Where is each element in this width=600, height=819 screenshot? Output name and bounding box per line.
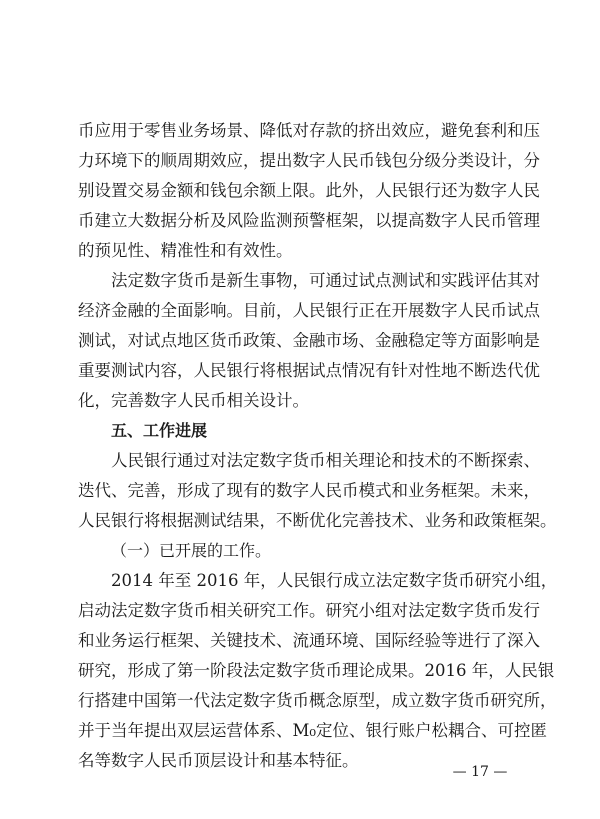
- body-text-line: 和业务运行框架、关键技术、流通环境、国际经验等进行了深入: [78, 631, 540, 650]
- body-text-line: 行搭建中国第一代法定数字货币概念原型，成立数字货币研究所，: [78, 691, 557, 710]
- body-text-line: 迭代、完善，形成了现有的数字人民币模式和业务框架。未来，: [78, 481, 540, 500]
- section-heading: 五、工作进展: [111, 421, 208, 440]
- subsection-heading: （一）已开展的工作。: [111, 541, 272, 560]
- page-number: — 17 —: [452, 764, 508, 780]
- body-text-line: 研究，形成了第一阶段法定数字货币理论成果。2016 年，人民银: [78, 661, 555, 680]
- body-text-line: 经济金融的全面影响。目前，人民银行正在开展数字人民币试点: [78, 301, 540, 320]
- body-text-line: 2014 年至 2016 年，人民银行成立法定数字货币研究小组，: [111, 571, 558, 590]
- body-text-line: 启动法定数字货币相关研究工作。研究小组对法定数字货币发行: [78, 601, 540, 620]
- body-text-line: 的预见性、精准性和有效性。: [78, 241, 293, 260]
- body-text-line: 重要测试内容，人民银行将根据试点情况有针对性地不断迭代优: [78, 361, 540, 380]
- body-text-line: 测试，对试点地区货币政策、金融市场、金融稳定等方面影响是: [78, 331, 540, 350]
- body-text-line: 人民银行将根据测试结果，不断优化完善技术、业务和政策框架。: [78, 511, 557, 530]
- body-text-line: 币建立大数据分析及风险监测预警框架，以提高数字人民币管理: [78, 211, 540, 230]
- body-text-line: 人民银行通过对法定数字货币相关理论和技术的不断探索、: [111, 451, 540, 470]
- body-text-line: 币应用于零售业务场景、降低对存款的挤出效应，避免套利和压: [78, 121, 540, 140]
- body-text-line: 化，完善数字人民币相关设计。: [78, 391, 309, 410]
- body-text-line: 名等数字人民币顶层设计和基本特征。: [78, 751, 359, 770]
- body-text-line: 并于当年提出双层运营体系、M₀定位、银行账户松耦合、可控匿: [78, 721, 548, 740]
- body-text-line: 别设置交易金额和钱包余额上限。此外，人民银行还为数字人民: [78, 181, 540, 200]
- body-text-line: 法定数字货币是新生事物，可通过试点测试和实践评估其对: [111, 271, 540, 290]
- body-text-line: 力环境下的顺周期效应，提出数字人民币钱包分级分类设计，分: [78, 151, 540, 170]
